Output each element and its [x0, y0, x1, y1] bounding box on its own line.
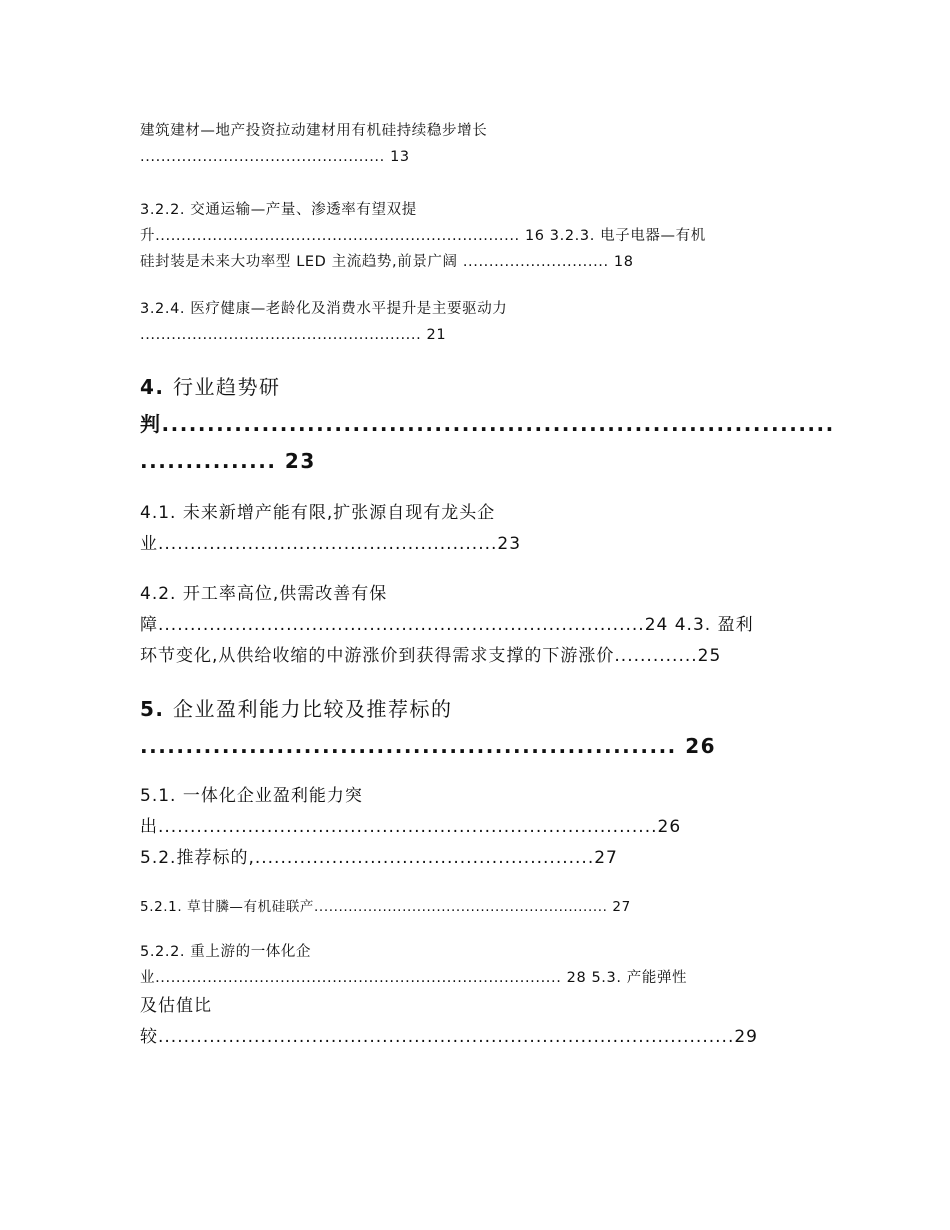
toc-entry-line: ............... 23 [140, 449, 316, 473]
toc-entry-line: 硅封装是未来大功率型 LED 主流趋势,前景广阔 ............................ 18 [140, 254, 634, 270]
toc-entry-5-2-2[interactable] [140, 939, 820, 1053]
toc-entry-line: 及估值比 [140, 996, 212, 1016]
toc-entry-line: 较..........................................................................................29 [140, 1027, 758, 1047]
toc-entry-line: 障............................................................................24 4.3. 盈利 [140, 615, 754, 635]
toc-entry-3-2-4[interactable] [140, 296, 820, 348]
toc-section-5[interactable] [140, 691, 820, 765]
toc-entry-line: 5.2.1. 草甘膦—有机硅联产............................................................ 27 [140, 899, 631, 915]
toc-entry-3-2-2[interactable] [140, 197, 820, 275]
toc-entry-line: 4.2. 开工率高位,供需改善有保 [140, 584, 388, 604]
toc-entry-line: ...................................................... 21 [140, 327, 447, 343]
toc-entry-line: 5.1. 一体化企业盈利能力突 [140, 786, 363, 806]
toc-entry-leader-line [140, 144, 820, 170]
toc-entry-line: 3.2.4. 医疗健康—老龄化及消费水平提升是主要驱动力 [140, 301, 508, 317]
toc-entry-title: 建筑建材—地产投资拉动建材用有机硅持续稳步增长 [140, 123, 488, 139]
toc-section-heading [140, 369, 820, 406]
section-number: 5. [140, 697, 165, 721]
section-title: 企业盈利能力比较及推荐标的 [172, 697, 453, 721]
toc-section-heading [140, 691, 820, 728]
toc-entry-line: 出..............................................................................26 [140, 817, 682, 837]
toc-entry-line: ........................................................... 26 [140, 734, 717, 758]
toc-entry-line: 判.......................................................................... [140, 412, 835, 436]
toc-section-4[interactable] [140, 369, 835, 480]
toc-entry-building-materials[interactable] [140, 118, 820, 170]
toc-entry-line: 业.............................................................................. 28 5.3. 产能弹性 [140, 970, 688, 986]
toc-page-number: 13 [390, 149, 410, 165]
toc-entry-line: 3.2.2. 交通运输—产量、渗透率有望双提 [140, 202, 417, 218]
toc-leader-dots: ............................................... [140, 149, 385, 165]
toc-entry-line: 5.2.2. 重上游的一体化企 [140, 944, 312, 960]
toc-entry-line: 业.....................................................23 [140, 534, 522, 554]
section-title: 行业趋势研 [172, 375, 281, 399]
toc-entry-line: 环节变化,从供给收缩的中游涨价到获得需求支撑的下游涨价.............25 [140, 646, 722, 666]
toc-entry-5-2-1[interactable] [140, 894, 820, 920]
toc-entry-4-1[interactable] [140, 498, 820, 560]
toc-entry-4-2[interactable] [140, 579, 820, 672]
toc-entry-5-1[interactable] [140, 781, 820, 874]
toc-entry-line: 4.1. 未来新增产能有限,扩张源自现有龙头企 [140, 503, 496, 523]
toc-entry-line: 5.2.推荐标的,.....................................................27 [140, 848, 618, 868]
toc-entry-line: 升...................................................................... 16 3.2.3. 电子电器—有机 [140, 228, 706, 244]
section-number: 4. [140, 375, 165, 399]
